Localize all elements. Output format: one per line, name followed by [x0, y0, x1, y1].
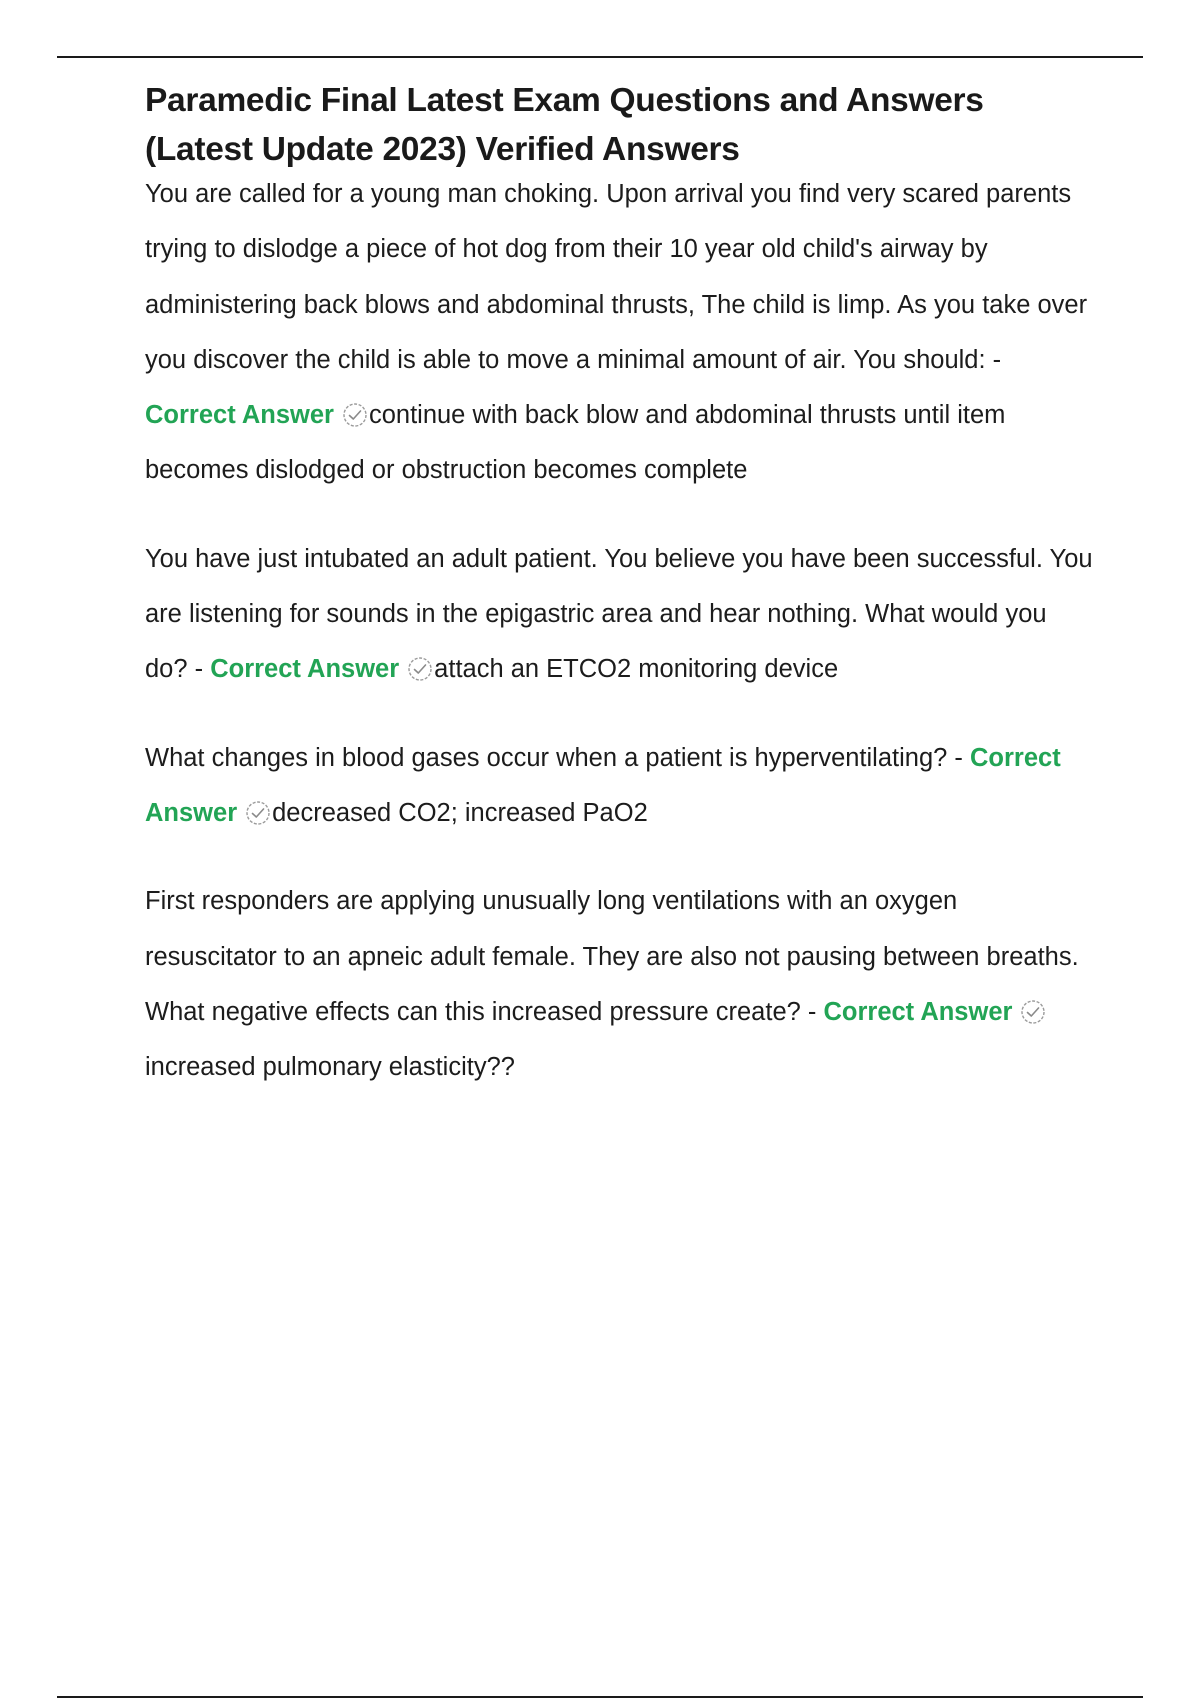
qa-item — [145, 532, 1095, 698]
correct-answer-label: Correct Answer — [145, 743, 1061, 827]
correct-answer-label: Correct Answer — [823, 997, 1013, 1026]
qa-item — [145, 167, 1095, 499]
question-text: You are called for a young man choking. Upon arrival you find very scared parents trying to dislodge a piece of hot dog from their 10 year old child's airway by administering back blows and abdominal thrusts, The child is limp. As you take over you discover the child is able to move a minimal amount of air. You should: — [145, 180, 1088, 374]
question-text: You have just intubated an adult patient. You believe you have been successful. You are listening for sounds in the epigastric area and hear nothing. What would you do? — [145, 544, 1093, 684]
correct-answer-label: Correct Answer — [145, 401, 334, 430]
qa-item — [145, 874, 1095, 1095]
bottom-divider — [57, 1696, 1143, 1698]
document-body — [145, 76, 1095, 1095]
answer-text: increased pulmonary elasticity?? — [145, 1053, 515, 1082]
qa-item — [145, 731, 1095, 842]
question-text: What changes in blood gases occur when a patient is hyperventilating? — [145, 743, 948, 772]
verified-check-icon — [245, 800, 271, 826]
answer-text: decreased CO2; increased PaO2 — [272, 798, 648, 827]
answer-separator: - — [187, 655, 211, 684]
answer-text: attach an ETCO2 monitoring device — [434, 655, 839, 684]
answer-separator: - — [800, 997, 824, 1026]
answer-separator: - — [947, 743, 971, 772]
verified-check-icon — [407, 656, 433, 682]
question-text: First responders are applying unusually long ventilations with an oxygen resuscitator to an apneic adult female. They are also not pausing between breaths. What negative effects can this increased pressure create? — [145, 887, 1079, 1026]
answer-separator: - — [985, 345, 1002, 374]
document-title: Paramedic Final Latest Exam Questions and Answers (Latest Update 2023) Verified Answers — [145, 82, 984, 168]
verified-check-icon — [1020, 999, 1046, 1025]
verified-check-icon — [342, 402, 368, 428]
answer-text: continue with back blow and abdominal thrusts until item becomes dislodged or obstruction becomes complete — [145, 401, 1006, 485]
top-divider — [57, 56, 1143, 58]
correct-answer-label: Correct Answer — [210, 655, 400, 684]
